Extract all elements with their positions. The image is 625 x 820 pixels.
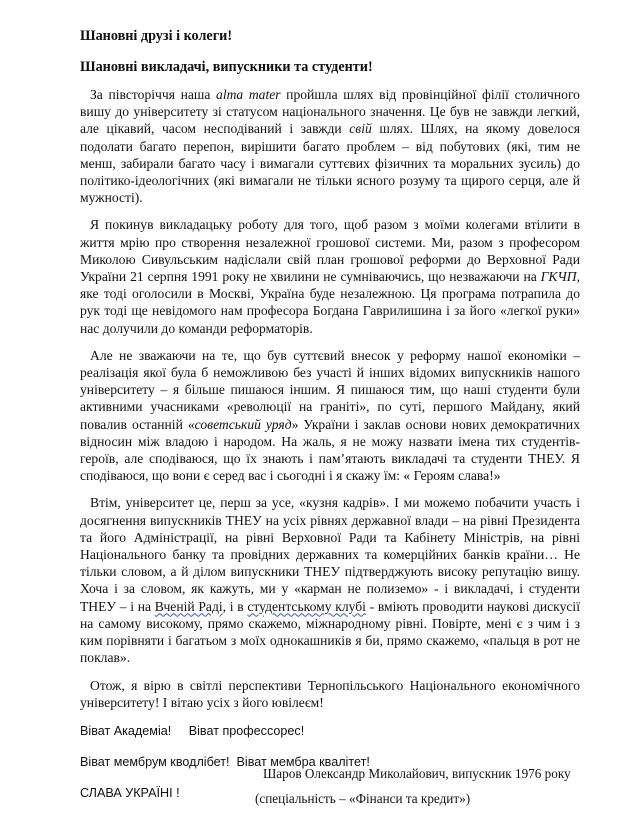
closing-vivat-academia: Віват Академіа! Віват профессорес! xyxy=(80,723,305,738)
paragraph-4 xyxy=(80,494,580,666)
paragraph-1-text-a: За півсторіччя наша xyxy=(90,87,217,102)
signature-name: Шаров Олександр Миколайович, випускник 1976 року xyxy=(263,766,571,781)
paragraph-4-text-b: , і в xyxy=(222,598,248,614)
soviet-government-phrase: советський уряд xyxy=(194,416,292,432)
paragraph-1 xyxy=(80,86,580,206)
paragraph-1-text-c: шлях. Шлях, на якому довелося подолати багато перепон, вирішити багато проблем – від побутових (які, тим не менш, забирали багато часу і вимагали суттєвих фізичних та моральних зусиль) до політико-ідеологічних (які вимагали не тільки ясного розуму та щирого серця, але й мужності). xyxy=(80,121,581,206)
gkchp-word: ГКЧП, xyxy=(540,269,580,285)
paragraph-1-text-b: пройшла шлях від провінційної філії столичного вишу до університету зі статусом національного значення. Це був не завжди легкий, але цікавий, часом несподіваний і завжди xyxy=(80,87,580,137)
paragraph-2-text-a: Я покинув викладацьку роботу для того, щоб разом з моїми колегами втілити в життя мрію про створення незалежної грошової системи. Ми, разом з професором Миколою Сивульським надіслали свій план грошової реформи до Верховної Ради України 21 серпня 1991 року не хвилини не сумніваючись, що незважаючи на xyxy=(80,217,580,285)
student-club-phrase: студентському клубі xyxy=(247,598,366,614)
greeting-friends: Шановні друзі і колеги! xyxy=(80,28,233,44)
closing-glory-ukraine: СЛАВА УКРАЇНІ ! xyxy=(80,785,180,800)
greeting-audience: Шановні викладачі, випускники та студенти! xyxy=(80,59,373,75)
academic-council-phrase: Вченій Раді xyxy=(154,598,223,614)
paragraph-3-text-b: » України і заклав основи нових демократичних відносин між владою і народом. На жаль, я не можу назвати імена тих студентів-героїв, але сподіваюся, що їх знають і пам’ятають викладачі та студенти ТНЕУ. Я сподіваюся, що вони є серед вас і сьогодні і я скажу їм: « Героям слава!» xyxy=(80,416,580,484)
paragraph-3-text-a: Але не зважаючи на те, що був суттєвий внесок у реформу нашої економіки – реалізація якої була б неможливою без участі й інших відомих випускників нашого університету – я більше пишаюся іншим. Я пишаюся тим, що наші студенти були активними учасниками «революції на граніті», по суті, першого Майдану, який повалив останній « xyxy=(80,347,580,432)
svii-word: свій xyxy=(349,121,372,137)
paragraph-5: Отож, я вірю в світлі перспективи Тернопільського Національного економічного університету! І вітаю усіх з його ювілеєм! xyxy=(80,677,580,710)
paragraph-4-text-a: Втім, університет це, перш за усе, «кузня кадрів». І ми можемо побачити участь і досягнення випускників ТНЕУ на усіх рівнях державної влади – на рівні Президента та його Адміністрації, на рівні Верховної Ради та Кабінету Міністрів, на рівні Національного банку та провідних державних та комерційних банків країни… Не тільки словом, а й ділом випускники ТНЕУ підтверджують високу репутацію вишу. Хоча і за словом, як кажуть, ми у «карман не полиземо» - і викладачі, і студенти ТНЕУ – і на xyxy=(80,495,580,614)
letter xyxy=(80,28,580,816)
paragraph-3 xyxy=(80,347,580,485)
signature-specialty: (спеціальність – «Фінанси та кредит») xyxy=(255,791,471,806)
paragraph-2 xyxy=(80,216,580,336)
paragraph-2-text-b: яке тоді оголосили в Москві, Україна буде незалежною. Ця програма потрапила до рук тоді ще невідомого нам професора Богдана Гаврилишина і за його «легкої руки» нас долучили до команди реформаторів. xyxy=(80,286,580,336)
alma-mater-phrase: alma mater xyxy=(216,87,281,102)
closing-vivat-membrum: Віват мембрум кводлібет! Віват мембра квалітет! xyxy=(80,754,370,769)
paragraph-4-text-c: - вміють проводити наукові дискусії на самому високому, прямо скажемо, міжнародному рівні. Повірте, мені є з чим і з ким порівняти і багатьом з моїх однокашників я би, прямо скажемо, «пальця в рот не поклав». xyxy=(80,598,580,666)
